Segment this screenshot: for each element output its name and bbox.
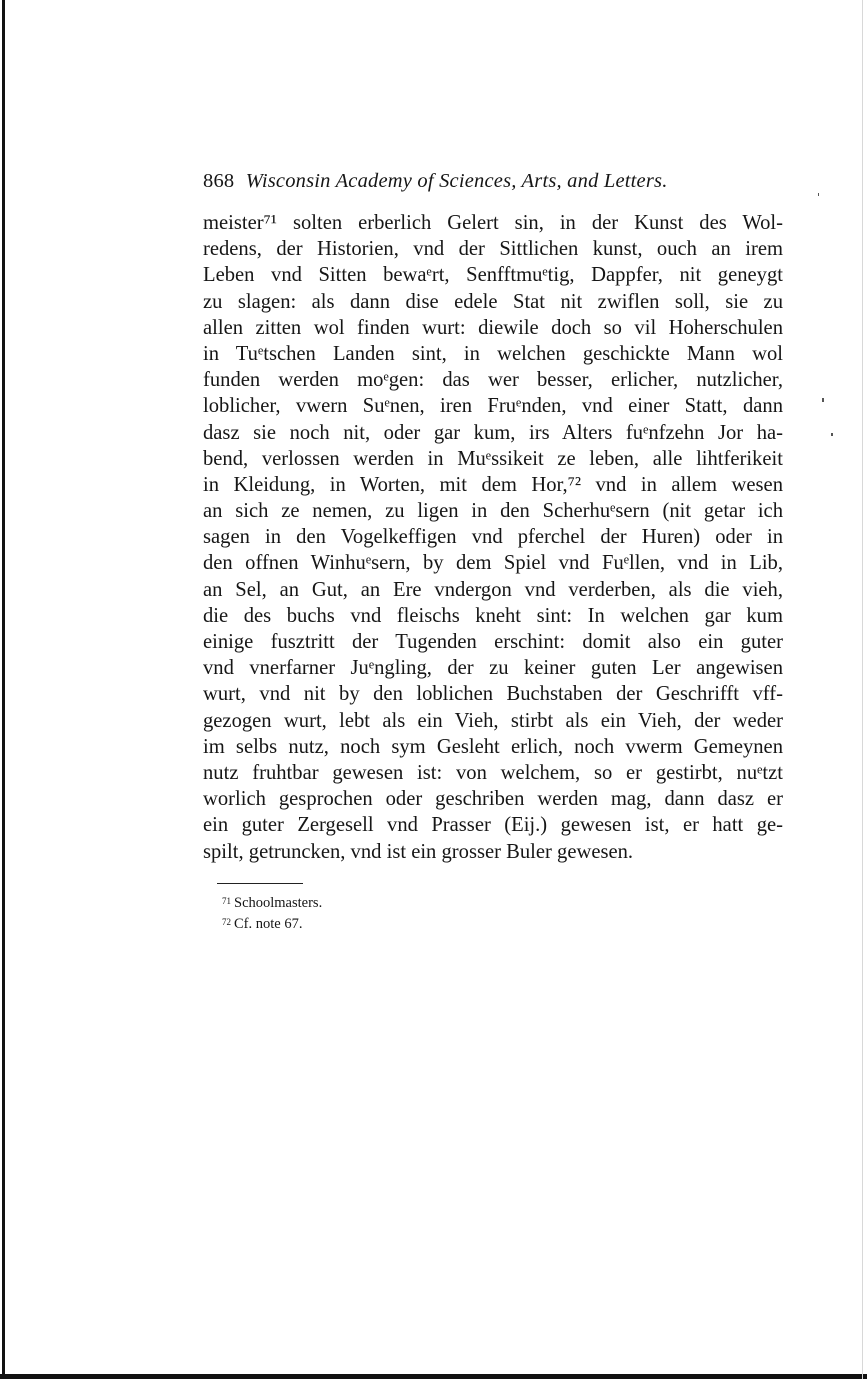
text-line: gezogen wurt, lebt als ein Vieh, stirbt als ein Vieh, der weder: [203, 709, 783, 732]
text-line: die des buchs vnd fleischs kneht sint: In welchen gar kum: [203, 604, 783, 627]
text-line: den offnen Winhuᵉsern, by dem Spiel vnd Fuᵉllen, vnd in Lib,: [203, 552, 783, 575]
text-line: meister⁷¹ solten erberlich Gelert sin, in der Kunst des Wol-: [203, 212, 783, 234]
body-text: [203, 210, 783, 865]
text-line: an sich ze nemen, zu ligen in den Scherhuᵉsern (nit getar ich: [203, 500, 783, 523]
text-line: ein guter Zergesell vnd Prasser (Eij.) gewesen ist, er hatt ge-: [203, 814, 783, 837]
text-line: funden werden moᵉgen: das wer besser, erlicher, nutzlicher,: [203, 369, 783, 392]
text-line: worlich gesprochen oder geschriben werden mag, dann dasz er: [203, 788, 783, 811]
speck: [831, 433, 833, 436]
text-line: in Kleidung, in Worten, mit dem Hor,⁷² vnd in allem wesen: [203, 473, 783, 496]
speck: [818, 193, 819, 196]
text-line: einige fusztritt der Tugenden erschint: domit also ein guter: [203, 631, 783, 653]
text-line: zu slagen: als dann dise edele Stat nit zwiflen soll, sie zu: [203, 290, 783, 313]
text-line: bend, verlossen werden in Muᵉssikeit ze leben, alle lihtferikeit: [203, 447, 783, 470]
footnote-marker: 71: [222, 896, 231, 906]
page-edge-right: [862, 0, 863, 1379]
text-line: wurt, vnd nit by den loblichen Buchstaben der Geschrifft vff-: [203, 683, 783, 706]
text-line: sagen in den Vogelkeffigen vnd pferchel der Huren) oder in: [203, 526, 783, 549]
footnote-rule: [217, 883, 303, 884]
page-header: [203, 170, 763, 193]
page-number: 868: [203, 170, 235, 192]
running-title: Wisconsin Academy of Sciences, Arts, and Letters.: [245, 170, 668, 192]
text-line: in Tuᵉtschen Landen sint, in welchen geschickte Mann wol: [203, 342, 783, 365]
text-line: nutz fruhtbar gewesen ist: von welchem, so er gestirbt, nuᵉtzt: [203, 761, 783, 784]
scan-border-left: [2, 0, 5, 1379]
text-line: im selbs nutz, noch sym Gesleht erlich, noch vwerm Gemeynen: [203, 735, 783, 758]
footnote-marker: 72: [222, 917, 231, 927]
footnote-text: Cf. note 67.: [234, 916, 303, 932]
text-line: an Sel, an Gut, an Ere vndergon vnd verderben, als die vieh,: [203, 578, 783, 601]
text-line: allen zitten wol finden wurt: diewile doch so vil Hoherschulen: [203, 316, 783, 339]
footnote: [222, 892, 622, 913]
text-line: spilt, getruncken, vnd ist ein grosser Buler gewesen.: [203, 840, 634, 863]
scan-border-bottom: [0, 1374, 867, 1379]
speck: [822, 398, 824, 402]
footnote: [222, 913, 622, 934]
text-line: vnd vnerfarner Juᵉngling, der zu keiner guten Ler angewisen: [203, 657, 783, 680]
text-line: loblicher, vwern Suᵉnen, iren Fruᵉnden, vnd einer Statt, dann: [203, 395, 783, 418]
text-line: dasz sie noch nit, oder gar kum, irs Alters fuᵉnfzehn Jor ha-: [203, 421, 783, 444]
text-line: Leben vnd Sitten bewaᵉrt, Senfftmuᵉtig, Dappfer, nit geneygt: [203, 264, 783, 287]
footnotes: [222, 892, 622, 934]
text-line: redens, der Historien, vnd der Sittlichen kunst, ouch an irem: [203, 238, 783, 261]
footnote-text: Schoolmasters.: [234, 895, 323, 911]
